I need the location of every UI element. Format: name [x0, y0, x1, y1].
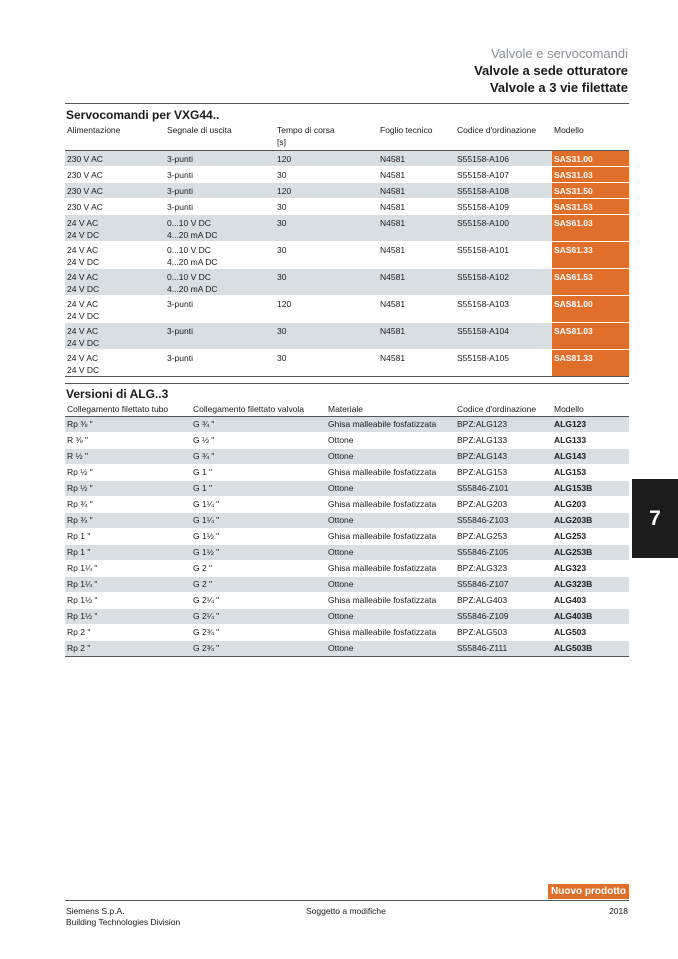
table-cell: G 1¼ " — [191, 496, 326, 512]
table-cell: 24 V AC 24 V DC — [65, 349, 165, 376]
model-cell: ALG323B — [552, 576, 629, 592]
table-cell: G 2¾ " — [191, 640, 326, 656]
table-cell: G ½ " — [191, 432, 326, 448]
model-cell: SAS81.00 — [552, 295, 629, 322]
section2-rule — [65, 383, 629, 384]
table-cell: 3-punti — [165, 349, 275, 376]
table-cell: 3-punti — [165, 150, 275, 166]
table-cell: Rp 1½ " — [65, 608, 191, 624]
header-title: Valvole a sede otturatore — [474, 63, 628, 78]
table-cell: G 2¼ " — [191, 592, 326, 608]
section1-rule — [65, 103, 629, 104]
model-cell: ALG503B — [552, 640, 629, 656]
new-product-badge: Nuovo prodotto — [548, 884, 629, 899]
table-cell: G 2¾ " — [191, 624, 326, 640]
table-cell: S55158-A108 — [455, 182, 552, 198]
model-cell: ALG403 — [552, 592, 629, 608]
table-cell: 230 V AC — [65, 150, 165, 166]
table-cell: S55158-A104 — [455, 322, 552, 349]
table-cell: 0...10 V DC 4...20 mA DC — [165, 241, 275, 268]
table-row — [65, 496, 629, 512]
column-header: Codice d'ordinazione — [455, 403, 552, 416]
table-cell: G 2¼ " — [191, 608, 326, 624]
model-cell: SAS31.53 — [552, 198, 629, 214]
table-cell: 230 V AC — [65, 166, 165, 182]
table-cell: Ottone — [326, 608, 455, 624]
table-cell: S55846-Z109 — [455, 608, 552, 624]
footer-year: 2018 — [609, 906, 628, 916]
table-row — [65, 592, 629, 608]
model-cell: ALG143 — [552, 448, 629, 464]
column-header: Materiale — [326, 403, 455, 416]
table-row — [65, 560, 629, 576]
table-cell: N4581 — [378, 182, 455, 198]
table-cell: 24 V AC 24 V DC — [65, 268, 165, 295]
table-cell: R ½ " — [65, 448, 191, 464]
table-cell: G 1 " — [191, 464, 326, 480]
model-cell: ALG123 — [552, 416, 629, 432]
table-row — [65, 448, 629, 464]
model-cell: SAS81.33 — [552, 349, 629, 376]
table-cell: S55158-A103 — [455, 295, 552, 322]
model-cell: SAS61.53 — [552, 268, 629, 295]
table-cell: 30 — [275, 322, 378, 349]
table-cell: Rp ¾ " — [65, 496, 191, 512]
table-cell: Rp ¾ " — [65, 512, 191, 528]
footer-note: Soggetto a modifiche — [306, 906, 386, 916]
table-cell: Ottone — [326, 544, 455, 560]
table-row — [65, 198, 629, 214]
table-cell: 230 V AC — [65, 198, 165, 214]
table-cell: G 1½ " — [191, 528, 326, 544]
table-cell: 3-punti — [165, 198, 275, 214]
table-cell: N4581 — [378, 322, 455, 349]
table-cell: 24 V AC 24 V DC — [65, 241, 165, 268]
chapter-tab: 7 — [632, 479, 678, 558]
table-cell: Rp ⅜ " — [65, 416, 191, 432]
table-cell: G 1 " — [191, 480, 326, 496]
table-cell: G 1½ " — [191, 544, 326, 560]
table-cell: 3-punti — [165, 322, 275, 349]
table-cell: N4581 — [378, 214, 455, 241]
table-cell: S55158-A100 — [455, 214, 552, 241]
table-row — [65, 464, 629, 480]
model-cell: SAS31.03 — [552, 166, 629, 182]
footer-company-name: Siemens S.p.A. — [66, 906, 125, 916]
table-cell: S55158-A101 — [455, 241, 552, 268]
table-cell: S55158-A109 — [455, 198, 552, 214]
table-cell: G 2 " — [191, 576, 326, 592]
table-cell: Ottone — [326, 512, 455, 528]
model-cell: SAS31.00 — [552, 150, 629, 166]
table-cell: G ¾ " — [191, 416, 326, 432]
table-cell: 0...10 V DC 4...20 mA DC — [165, 214, 275, 241]
table-cell: N4581 — [378, 241, 455, 268]
column-header: Alimentazione — [65, 124, 165, 150]
fittings-table — [65, 403, 629, 657]
table-cell: G 2 " — [191, 560, 326, 576]
table-cell: Rp 1½ " — [65, 592, 191, 608]
table-cell: BPZ:ALG203 — [455, 496, 552, 512]
model-cell: ALG203 — [552, 496, 629, 512]
table-cell: BPZ:ALG143 — [455, 448, 552, 464]
model-cell: ALG323 — [552, 560, 629, 576]
table-row — [65, 512, 629, 528]
model-cell: ALG203B — [552, 512, 629, 528]
table-cell: Ghisa malleabile fosfatizzata — [326, 416, 455, 432]
table-cell: 0...10 V DC 4...20 mA DC — [165, 268, 275, 295]
table-cell: 3-punti — [165, 295, 275, 322]
table-row — [65, 182, 629, 198]
table-cell: S55846-Z105 — [455, 544, 552, 560]
table-cell: 3-punti — [165, 182, 275, 198]
table-cell: 30 — [275, 198, 378, 214]
table-cell: Rp 1¼ " — [65, 576, 191, 592]
table-cell: Ghisa malleabile fosfatizzata — [326, 592, 455, 608]
table-cell: R ⅜ " — [65, 432, 191, 448]
table-row — [65, 416, 629, 432]
header-category: Valvole e servocomandi — [490, 46, 628, 61]
table-cell: 120 — [275, 150, 378, 166]
column-header: Modello — [552, 403, 629, 416]
table-row — [65, 295, 629, 322]
table-row — [65, 624, 629, 640]
table-cell: Rp ½ " — [65, 480, 191, 496]
table-row — [65, 544, 629, 560]
table-cell: N4581 — [378, 198, 455, 214]
column-header: Collegamento filettato valvola — [191, 403, 326, 416]
column-header: Foglio tecnico — [378, 124, 455, 150]
table-cell: Rp 1¼ " — [65, 560, 191, 576]
table-cell: Ghisa malleabile fosfatizzata — [326, 464, 455, 480]
table-cell: Ottone — [326, 480, 455, 496]
table-cell: S55158-A106 — [455, 150, 552, 166]
table-cell: N4581 — [378, 295, 455, 322]
table-cell: Ottone — [326, 576, 455, 592]
table-row — [65, 608, 629, 624]
table-cell: 120 — [275, 182, 378, 198]
model-cell: ALG153 — [552, 464, 629, 480]
header-subtitle: Valvole a 3 vie filettate — [489, 80, 628, 95]
table-cell: BPZ:ALG253 — [455, 528, 552, 544]
table-cell: BPZ:ALG123 — [455, 416, 552, 432]
table-cell: N4581 — [378, 349, 455, 376]
table-row — [65, 322, 629, 349]
table-cell: S55158-A102 — [455, 268, 552, 295]
table-cell: Rp ½ " — [65, 464, 191, 480]
footer-company — [66, 906, 180, 928]
model-cell: SAS31.50 — [552, 182, 629, 198]
table-cell: BPZ:ALG403 — [455, 592, 552, 608]
model-cell: ALG403B — [552, 608, 629, 624]
table-cell: S55158-A105 — [455, 349, 552, 376]
model-cell: SAS61.03 — [552, 214, 629, 241]
table-row — [65, 528, 629, 544]
table-cell: Ottone — [326, 448, 455, 464]
section2-title: Versioni di ALG..3 — [66, 387, 169, 401]
table-cell: BPZ:ALG323 — [455, 560, 552, 576]
table-cell: N4581 — [378, 268, 455, 295]
footer-rule — [65, 900, 629, 901]
column-header: Modello — [552, 124, 629, 150]
table-cell: S55158-A107 — [455, 166, 552, 182]
actuators-table — [65, 124, 629, 377]
table-cell: S55846-Z101 — [455, 480, 552, 496]
model-cell: ALG503 — [552, 624, 629, 640]
table-row — [65, 480, 629, 496]
table-cell: 30 — [275, 349, 378, 376]
table-cell: 3-punti — [165, 166, 275, 182]
column-header: Segnale di uscita — [165, 124, 275, 150]
table-cell: N4581 — [378, 150, 455, 166]
table-cell: G 1¼ " — [191, 512, 326, 528]
model-cell: ALG253 — [552, 528, 629, 544]
table-row — [65, 349, 629, 376]
model-cell: ALG253B — [552, 544, 629, 560]
table-row — [65, 241, 629, 268]
table-cell: Ghisa malleabile fosfatizzata — [326, 624, 455, 640]
table-cell: 30 — [275, 268, 378, 295]
table-cell: Rp 1 " — [65, 528, 191, 544]
table-cell: BPZ:ALG133 — [455, 432, 552, 448]
section1-title: Servocomandi per VXG44.. — [66, 108, 220, 122]
table-cell: Ghisa malleabile fosfatizzata — [326, 528, 455, 544]
table-cell: Ottone — [326, 432, 455, 448]
table-cell: 30 — [275, 214, 378, 241]
table-row — [65, 432, 629, 448]
table-row — [65, 214, 629, 241]
column-header: Codice d'ordinazione — [455, 124, 552, 150]
model-cell: SAS61.33 — [552, 241, 629, 268]
table-cell: BPZ:ALG153 — [455, 464, 552, 480]
table-cell: S55846-Z111 — [455, 640, 552, 656]
table-cell: Rp 1 " — [65, 544, 191, 560]
table-row — [65, 640, 629, 656]
table-cell: 24 V AC 24 V DC — [65, 214, 165, 241]
table-cell: G ¾ " — [191, 448, 326, 464]
table-cell: BPZ:ALG503 — [455, 624, 552, 640]
model-cell: ALG153B — [552, 480, 629, 496]
table-row — [65, 268, 629, 295]
table-cell: 24 V AC 24 V DC — [65, 295, 165, 322]
column-header: Collegamento filettato tubo — [65, 403, 191, 416]
footer-division: Building Technologies Division — [66, 917, 181, 927]
column-header: Tempo di corsa [s] — [275, 124, 378, 150]
table-cell: 24 V AC 24 V DC — [65, 322, 165, 349]
model-cell: SAS81.03 — [552, 322, 629, 349]
table-row — [65, 166, 629, 182]
table-cell: S55846-Z107 — [455, 576, 552, 592]
table-cell: S55846-Z103 — [455, 512, 552, 528]
table-cell: 120 — [275, 295, 378, 322]
table-cell: Ghisa malleabile fosfatizzata — [326, 560, 455, 576]
table-row — [65, 576, 629, 592]
table-cell: Rp 2 " — [65, 624, 191, 640]
table-cell: Ottone — [326, 640, 455, 656]
model-cell: ALG133 — [552, 432, 629, 448]
table-cell: Rp 2 " — [65, 640, 191, 656]
table-cell: 30 — [275, 166, 378, 182]
table-cell: N4581 — [378, 166, 455, 182]
table-cell: 230 V AC — [65, 182, 165, 198]
table-cell: Ghisa malleabile fosfatizzata — [326, 496, 455, 512]
table-cell: 30 — [275, 241, 378, 268]
table-row — [65, 150, 629, 166]
